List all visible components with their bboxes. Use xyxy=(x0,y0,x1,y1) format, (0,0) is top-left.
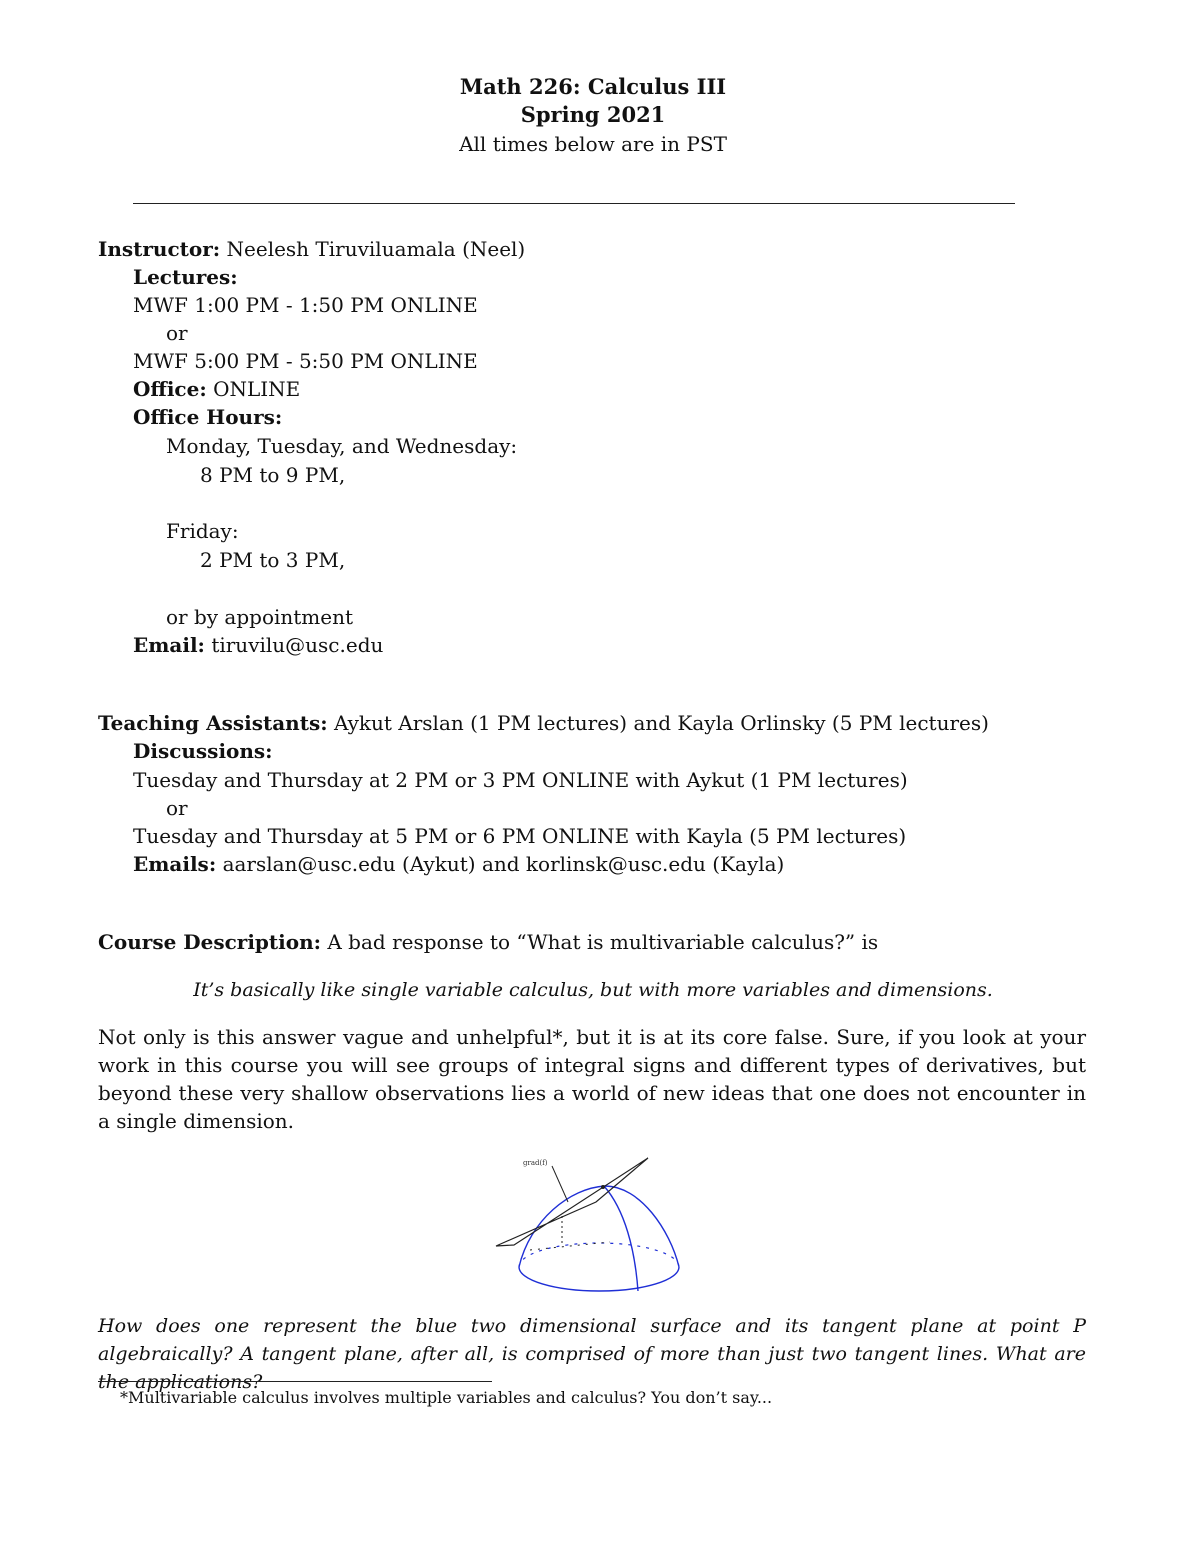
office-line xyxy=(133,376,300,402)
footnote: *Multivariable calculus involves multiple variables and calculus? You don’t say... xyxy=(120,1388,773,1407)
header-divider xyxy=(133,203,1015,204)
ta-emails-line xyxy=(133,851,784,877)
office-hours-appointment: or by appointment xyxy=(166,605,354,629)
description-body: Not only is this answer vague and unhelpful*, but it is at its core false. Sure, if you look at your work in this course you will see groups of integral signs and different types of derivatives, but beyond these very shallow observations lies a world of new ideas that one does not encounter in a single dimension. xyxy=(98,1025,1086,1133)
office-hours-days-2: Friday: xyxy=(166,519,239,543)
hemisphere-surface xyxy=(519,1186,679,1291)
discussions-label: Discussions: xyxy=(133,739,273,763)
email-label: Email: xyxy=(133,633,205,657)
office-hours-time-1: 8 PM to 9 PM, xyxy=(200,463,346,487)
gradient-vector xyxy=(552,1166,568,1202)
timezone-note: All times below are in PST xyxy=(459,132,727,156)
lecture-time-2: MWF 5:00 PM - 5:50 PM ONLINE xyxy=(133,349,478,373)
office-hours-days-1: Monday, Tuesday, and Wednesday: xyxy=(166,434,518,458)
or-separator: or xyxy=(166,321,188,345)
lectures-label: Lectures: xyxy=(133,265,238,289)
gradient-label: grad(f) xyxy=(523,1159,548,1167)
ta-names: Aykut Arslan (1 PM lectures) and Kayla Orlinsky (5 PM lectures) xyxy=(333,711,989,735)
office-value: ONLINE xyxy=(213,377,301,401)
tangent-plane-figure xyxy=(490,1150,690,1295)
ta-emails-value[interactable]: aarslan@usc.edu (Aykut) and korlinsk@usc.edu (Kayla) xyxy=(222,852,785,876)
ta-line xyxy=(98,710,989,736)
course-title: Math 226: Calculus III xyxy=(459,74,727,99)
or-separator: or xyxy=(166,796,188,820)
email-link[interactable]: tiruvilu@usc.edu xyxy=(211,633,384,657)
footnote-divider xyxy=(98,1381,492,1382)
description-label: Course Description: xyxy=(98,930,322,954)
term: Spring 2021 xyxy=(520,102,666,127)
email-line xyxy=(133,632,383,658)
office-label: Office: xyxy=(133,377,207,401)
discussion-1: Tuesday and Thursday at 2 PM or 3 PM ONLINE with Aykut (1 PM lectures) xyxy=(133,768,908,792)
discussion-2: Tuesday and Thursday at 5 PM or 6 PM ONLINE with Kayla (5 PM lectures) xyxy=(133,824,907,848)
ta-label: Teaching Assistants: xyxy=(98,711,328,735)
instructor-line xyxy=(98,236,525,262)
instructor-name: Neelesh Tiruviluamala (Neel) xyxy=(226,237,526,261)
office-hours-label: Office Hours: xyxy=(133,405,283,429)
description-intro: A bad response to “What is multivariable calculus?” is xyxy=(327,930,879,954)
figure-caption: How does one represent the blue two dimensional surface and its tangent plane at point P algebraically? A tangent plane, after all, is comprised of more than just two tangent lines. What are the applications? xyxy=(98,1315,1086,1393)
point-p xyxy=(601,1185,605,1189)
ta-emails-label: Emails: xyxy=(133,852,217,876)
lecture-time-1: MWF 1:00 PM - 1:50 PM ONLINE xyxy=(133,293,478,317)
bad-answer-quote: It’s basically like single variable calculus, but with more variables and dimensions. xyxy=(193,979,993,1001)
instructor-label: Instructor: xyxy=(98,237,221,261)
tangent-plane xyxy=(496,1158,648,1246)
description-line xyxy=(98,929,878,955)
office-hours-time-2: 2 PM to 3 PM, xyxy=(200,548,346,572)
